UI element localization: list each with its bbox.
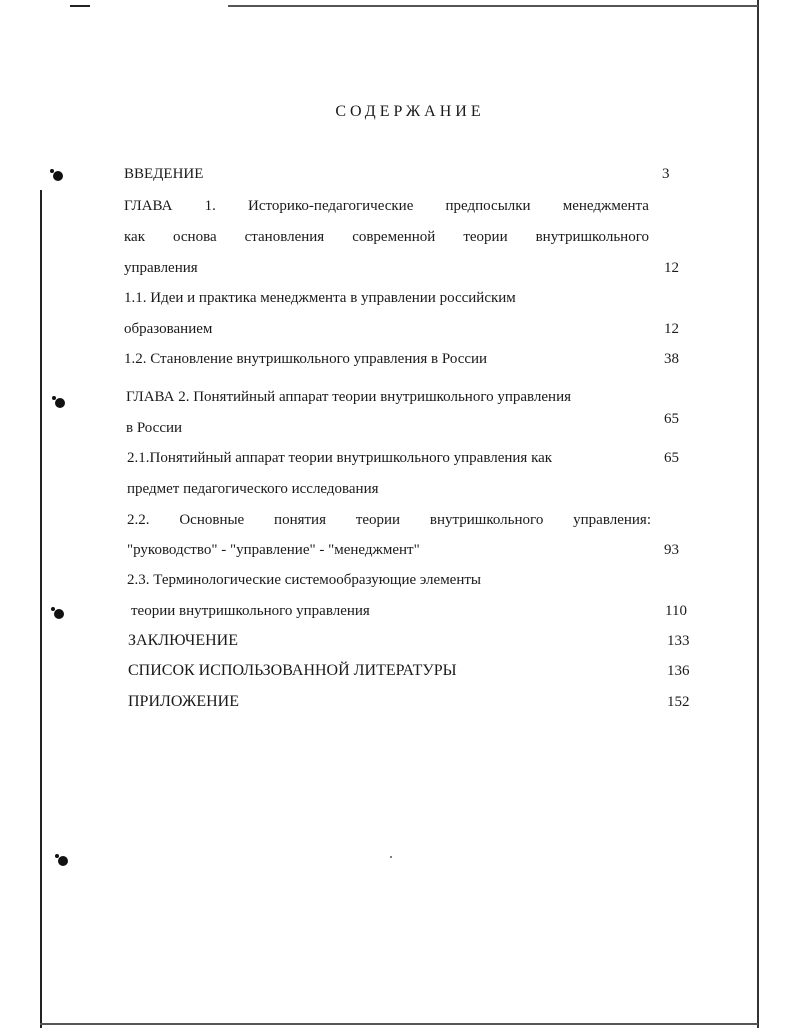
toc-entry-text: "руководство" - "управление" - "менеджмент" bbox=[127, 542, 420, 558]
punch-hole-mark bbox=[54, 609, 64, 619]
toc-entry-text: образованием bbox=[124, 321, 213, 337]
toc-entry-text: 1.1. Идеи и практика менеджмента в управлении российским bbox=[124, 290, 516, 306]
toc-entry-text: предмет педагогического исследования bbox=[127, 481, 379, 497]
toc-page-number: 133 bbox=[667, 633, 690, 649]
toc-entry-text: СПИСОК ИСПОЛЬЗОВАННОЙ ЛИТЕРАТУРЫ bbox=[128, 662, 457, 679]
toc-entry-text: 2.2. Основные понятия теории внутришкольного управления: bbox=[127, 512, 651, 528]
toc-page-number: 152 bbox=[667, 694, 690, 710]
toc-page-number: 93 bbox=[664, 542, 679, 558]
toc-entry-text: теории внутришкольного управления bbox=[131, 603, 370, 619]
page-right-edge bbox=[757, 0, 759, 1028]
toc-page-number: 65 bbox=[664, 450, 679, 466]
toc-entry-text: 2.3. Терминологические системообразующие элементы bbox=[127, 572, 482, 588]
punch-hole-mark bbox=[53, 171, 63, 181]
punch-hole-mark bbox=[58, 856, 68, 866]
toc-entry-text: 1.2. Становление внутришкольного управления в России bbox=[124, 351, 488, 367]
toc-entry-text: как основа становления современной теории внутришкольного bbox=[124, 229, 649, 245]
toc-entry-text: ПРИЛОЖЕНИЕ bbox=[128, 693, 240, 710]
toc-entry-text: 2.1.Понятийный аппарат теории внутришкольного управления как bbox=[127, 450, 553, 466]
page-top-edge bbox=[70, 5, 90, 7]
page-bottom-edge bbox=[40, 1023, 758, 1025]
toc-entry-word: предпосылки bbox=[445, 198, 531, 214]
punch-hole-mark bbox=[55, 398, 65, 408]
toc-entry-text: ГЛАВА 2. Понятийный аппарат теории внутришкольного управления bbox=[126, 389, 572, 405]
toc-page-number: 38 bbox=[664, 351, 679, 367]
toc-entry-word: 1. bbox=[204, 198, 216, 214]
toc-page-number: 136 bbox=[667, 663, 690, 679]
scan-speck bbox=[390, 856, 392, 858]
toc-entry-text: управления bbox=[124, 260, 198, 276]
toc-page-number: 110 bbox=[665, 603, 687, 619]
page-top-edge bbox=[228, 5, 758, 7]
toc-entry-text: в России bbox=[126, 420, 183, 436]
toc-page-number: 3 bbox=[662, 166, 670, 182]
toc-entry-text: ВВЕДЕНИЕ bbox=[124, 166, 204, 182]
page-left-edge bbox=[40, 190, 42, 1028]
toc-page-number: 12 bbox=[664, 321, 679, 337]
toc-entry-word: Историко-педагогические bbox=[248, 198, 414, 214]
toc-page-number: 12 bbox=[664, 260, 679, 276]
toc-page-number: 65 bbox=[664, 411, 679, 427]
toc-entry-text: ЗАКЛЮЧЕНИЕ bbox=[128, 632, 238, 649]
toc-entry-word: менеджмента bbox=[562, 198, 649, 214]
page-title: СОДЕРЖАНИЕ bbox=[335, 103, 485, 120]
toc-entry-word: ГЛАВА bbox=[124, 198, 173, 214]
toc-entry-text bbox=[124, 197, 649, 215]
